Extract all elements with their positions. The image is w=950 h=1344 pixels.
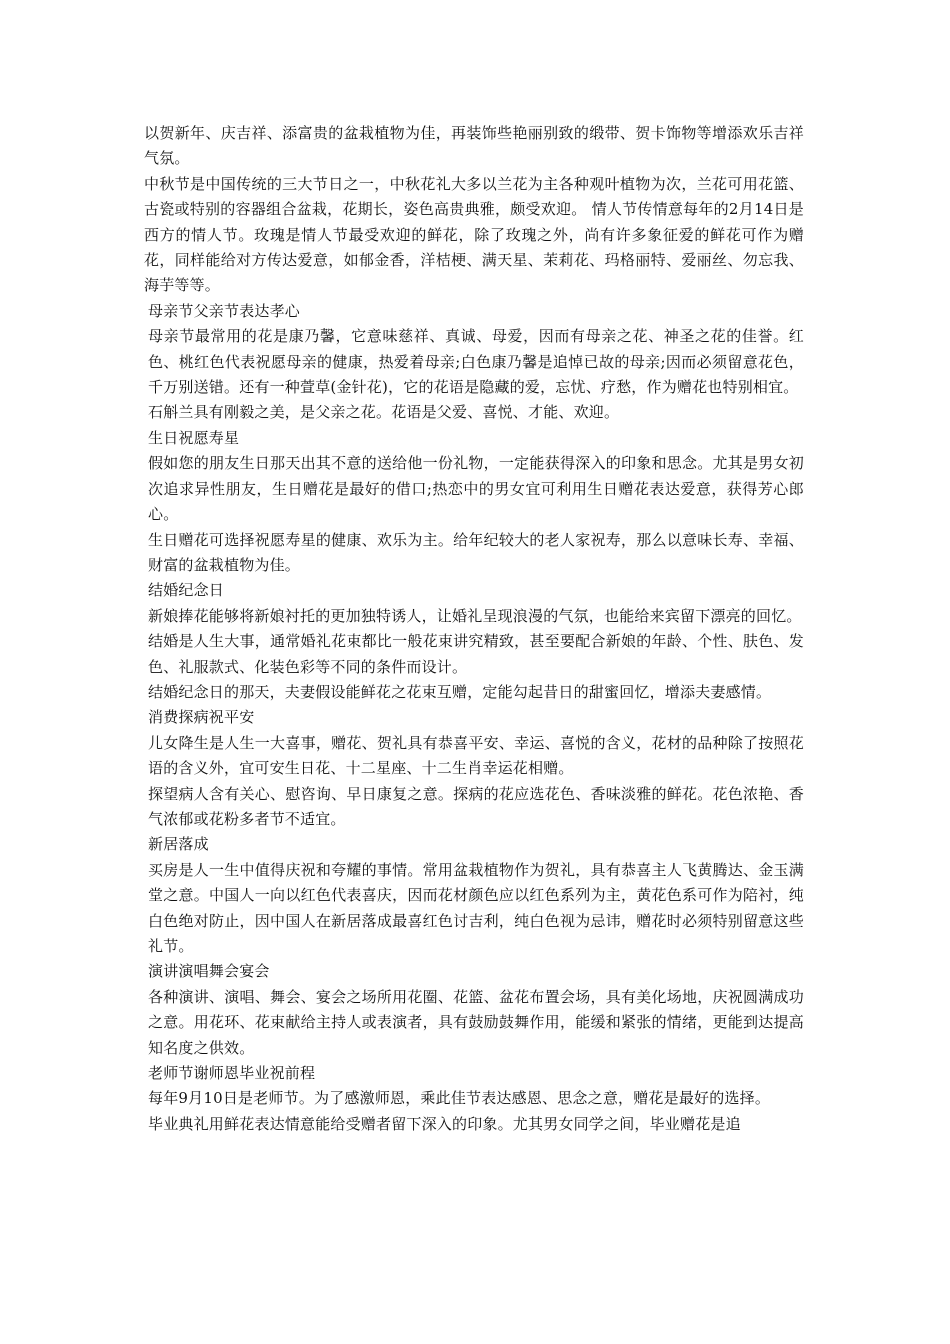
- section-heading: 消费探病祝平安: [148, 708, 255, 727]
- paragraph: 各种演讲、演唱、舞会、宴会之场所用花圈、花篮、盆花布置会场，具有美化场地，庆祝圆满成功之意。用花环、花束献给主持人或表演者，具有鼓励鼓舞作用，能缓和紧张的情绪，更能到达提高知名度之供效。: [148, 987, 804, 1057]
- paragraph: 结婚纪念日的那天，夫妻假设能鲜花之花束互赠，定能勾起昔日的甜蜜回忆，增添夫妻感情。: [148, 682, 772, 701]
- section-heading: 母亲节父亲节表达孝心: [148, 301, 301, 320]
- paragraph: 中秋节是中国传统的三大节日之一，中秋花礼大多以兰花为主各种观叶植物为次，兰花可用花篮、古瓷或特别的容器组合盆栽，花期长，姿色高贵典雅，颇受欢迎。 情人节传情意每年的2月14日是西方的情人节。玫瑰是情人节最受欢迎的鲜花，除了玫瑰之外，尚有许多象征爱的鲜花可作为赠花，同样能给对方传达爱意，如郁金香，洋桔梗、满天星、茉莉花、玛格丽特、爱丽丝、勿忘我、海芋等等。: [144, 174, 804, 295]
- paragraph: 每年9月10日是老师节。为了感激师恩，乘此佳节表达感恩、思念之意，赠花是最好的选择。: [148, 1089, 771, 1108]
- paragraph: 探望病人含有关心、慰咨询、早日康复之意。探病的花应选花色、香味淡雅的鲜花。花色浓艳、香气浓郁或花粉多者节不适宜。: [148, 784, 804, 828]
- paragraph: 儿女降生是人生一大喜事，赠花、贺礼具有恭喜平安、幸运、喜悦的含义，花材的品种除了按照花语的含义外，宜可安生日花、十二星座、十二生肖幸运花相赠。: [148, 733, 804, 778]
- paragraph: 结婚是人生大事，通常婚礼花束都比一般花束讲究精致，甚至要配合新娘的年龄、个性、肤色、发色、礼服款式、化装色彩等不同的条件而设计。: [148, 632, 804, 676]
- document-body: [144, 121, 804, 1137]
- paragraph: 新娘捧花能够将新娘衬托的更加独特诱人，让婚礼呈现浪漫的气氛，也能给来宾留下漂亮的回忆。: [148, 606, 802, 625]
- section-heading: 老师节谢师恩毕业祝前程: [148, 1064, 316, 1083]
- paragraph: 假如您的朋友生日那天出其不意的送给他一份礼物，一定能获得深入的印象和思念。尤其是男女初次追求异性朋友，生日赠花是最好的借口;热恋中的男女宜可利用生日赠花表达爱意，获得芳心郎心。: [148, 454, 804, 524]
- paragraph: 以贺新年、庆吉祥、添富贵的盆栽植物为佳，再装饰些艳丽别致的缎带、贺卡饰物等增添欢乐吉祥气氛。: [144, 124, 804, 168]
- section-heading: 生日祝愿寿星: [148, 428, 240, 447]
- paragraph: 石斛兰具有刚毅之美，是父亲之花。花语是父爱、喜悦、才能、欢迎。: [148, 403, 620, 422]
- paragraph: 母亲节最常用的花是康乃馨，它意味慈祥、真诚、母爱，因而有母亲之花、神圣之花的佳誉。红色、桃红色代表祝愿母亲的健康，热爱着母亲;白色康乃馨是追悼已故的母亲;因而必须留意花色，千万别送错。还有一种萱草(金针花)，它的花语是隐藏的爱，忘忧、疗愁，作为赠花也特别相宜。: [148, 327, 804, 397]
- section-heading: 结婚纪念日: [148, 581, 225, 600]
- paragraph: 生日赠花可选择祝愿寿星的健康、欢乐为主。给年纪较大的老人家祝寿，那么以意味长寿、幸福、财富的盆栽植物为佳。: [148, 530, 804, 574]
- paragraph: 毕业典礼用鲜花表达情意能给受赠者留下深入的印象。尤其男女同学之间，毕业赠花是追: [148, 1114, 741, 1133]
- section-heading: 新居落成: [148, 835, 209, 854]
- section-heading: 演讲演唱舞会宴会: [148, 962, 270, 981]
- paragraph: 买房是人一生中值得庆祝和夸耀的事情。常用盆栽植物作为贺礼，具有恭喜主人飞黄腾达、金玉满堂之意。中国人一向以红色代表喜庆，因而花材颜色应以红色系列为主，黄花色系可作为陪衬，纯白色绝对防止，因中国人在新居落成最喜红色讨吉利，纯白色视为忌讳，赠花时必须特别留意这些礼节。: [148, 860, 804, 955]
